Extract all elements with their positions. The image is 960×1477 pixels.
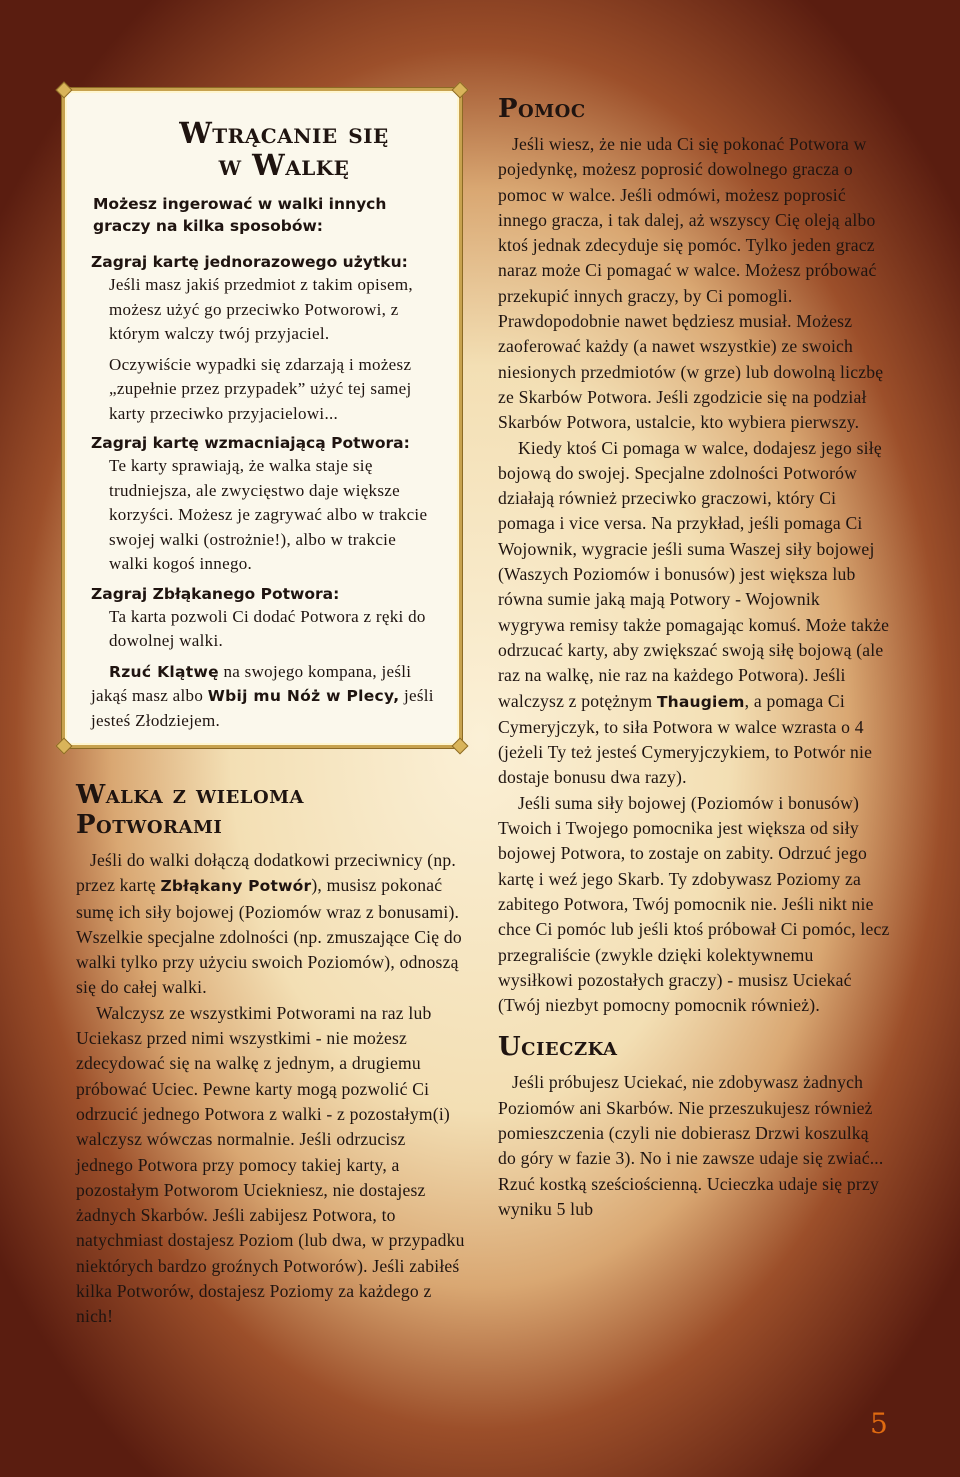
page-number: 5 xyxy=(870,1407,888,1440)
inline-text: Jeśli do walki dołączą dodatkowi przeciwnicy (np. przez kartę xyxy=(76,850,456,896)
paragraph xyxy=(498,436,890,791)
heading-line: Walka z wieloma xyxy=(76,780,305,810)
paragraph xyxy=(76,848,466,1001)
paragraph: Walczysz ze wszystkimi Potworami na raz lub Uciekasz przed nimi wszystkimi - nie możesz zdecydować się na walkę z jednym, a drugiemu próbować Uciec. Pewne karty mogą pozwolić Ci odrzucić jednego Potwora z walki - z pozostałym(i) walczysz wówczas normalnie. Jeśli odrzucisz jednego Potwora przy pomocy takiej karty, a pozostałym Potworom Uciekniesz, nie dostajesz żadnych Skarbów. Jeśli zabijesz Potwora, to natychmiast dostajesz Poziom (lub dwa, w przypadku niektórych bardzo groźnych Potworów). Jeśli zabiłeś kilka Potworów, dostajesz Poziomy za każdego z nich! xyxy=(76,1002,465,1327)
sidebar-title-line2: w Walkę xyxy=(218,148,350,182)
sidebar-paragraph: Te karty sprawiają, że walka staje się trudniejsza, ale zwycięstwo daje większe korzyści. Możesz je zagrywać albo w trakcie swojej walki (ostrożnie!), albo w trakcie walki kogoś innego. xyxy=(109,456,428,573)
monster-name: Thaugiem xyxy=(656,692,745,711)
paragraph: Jeśli suma siły bojowej (Poziomów i bonusów) Twoich i Twojego pomocnika jest większa od siły bojowej Potwora, to zostaje on zabity. Odrzuć jego kartę i weź jego Skarb. Ty zdobywasz Poziomy za zabitego Potwora, Twój pomocnik nie. Jeśli nikt nie chce Ci pomóc lub jeśli ktoś próbował Ci pomóc, lecz przegraliście (zwykle dzięki kolektywnemu wysiłkowi pozostałych graczy) - musisz Uciekać (Twój niezbyt pomocny pomocnik również). xyxy=(498,792,890,1016)
sidebar-paragraph: Oczywiście wypadki się zdarzają i możesz „zupełnie przez przypadek” użyć tej samej karty przeciwko przyjacielowi... xyxy=(109,354,412,423)
corner-ornament xyxy=(452,82,469,99)
sidebar-paragraph-curse xyxy=(91,660,437,734)
inline-text: ), musisz pokonać sumę ich siły bojowej (Poziomów wraz z bonusami). Wszelkie specjalne zdolności (np. zmuszające Cię do walki tylko przy użyciu swoich Poziomów), odnoszą się do całej walki. xyxy=(76,875,462,998)
corner-ornament xyxy=(56,738,73,755)
heading-help: Pomoc xyxy=(498,94,586,124)
inline-text: , a pomaga Ci Cymeryjczyk, to siła Potwora w walce wzrasta o 4 (jeżeli Ty też jesteś Cymeryjczykiem, to Potwór nie dostaje bonusu dwa razy). xyxy=(498,690,873,788)
curse-term: Rzuć Klątwę xyxy=(109,662,219,681)
corner-ornament xyxy=(452,738,469,755)
subheading-wandering-monster: Zagraj Zbłąkanego Potwora: xyxy=(91,584,340,603)
sidebar-intro: Możesz ingerować w walki innych graczy na kilka sposobów: xyxy=(93,195,387,235)
subheading-one-shot: Zagraj kartę jednorazowego użytku: xyxy=(91,253,408,271)
corner-ornament xyxy=(56,82,73,99)
paragraph: Jeśli próbujesz Uciekać, nie zdobywasz żadnych Poziomów ani Skarbów. Nie przeszukujesz również pomieszczenia (czyli nie dobierasz Drzwi koszulką do góry w fazie 3). No i nie zawsze udaje się zwiać... Rzuć kostką sześciościenną. Ucieczka udaje się przy wyniku 5 lub xyxy=(498,1072,884,1219)
sidebar-paragraph: Ta karta pozwoli Ci dodać Potwora z ręki do dowolnej walki. xyxy=(109,606,426,650)
heading-escape: Ucieczka xyxy=(498,1032,618,1063)
subheading-monster-enhancer: Zagraj kartę wzmacniającą Potwora: xyxy=(91,434,410,452)
backstab-term: Wbij mu Nóż w Plecy, xyxy=(207,687,400,705)
sidebar-box xyxy=(62,88,462,748)
inline-text: na swojego kompana, jeśli jakąś masz albo xyxy=(91,661,412,705)
heading-line: Potworami xyxy=(76,810,223,840)
card-name: Zbłąkany Potwór xyxy=(160,877,312,896)
inline-text: jeśli jesteś Złodziejem. xyxy=(91,686,434,730)
heading-multiple-monsters xyxy=(76,780,466,840)
sidebar-title-line1: Wtrącanie się xyxy=(179,116,389,150)
left-column xyxy=(76,780,466,1330)
right-column xyxy=(498,94,890,1222)
sidebar-title xyxy=(131,117,437,181)
sidebar-paragraph: Jeśli masz jakiś przedmiot z takim opisem, możesz użyć go przeciwko Potworowi, z którym walczy twój przyjaciel. xyxy=(109,275,413,343)
paragraph: Jeśli wiesz, że nie uda Ci się pokonać Potwora w pojedynkę, możesz poprosić dowolnego gracza o pomoc w walce. Jeśli odmówi, możesz poprosić innego gracza, i tak dalej, aż wszyscy Cię oleją albo ktoś jednak zdecyduje się pomóc. Tylko jeden gracz naraz może Ci pomagać w walce. Możesz próbować przekupić innych graczy, by Ci pomogli. Prawdopodobnie nawet będziesz musiał. Możesz zaoferować każdy (a nawet wszystkie) ze swoich niesionych przedmiotów (w grze) lub dowolną liczbę ze Skarbów Potwora. Jeśli zgodzicie się na podział Skarbów Potwora, ustalcie, kto wybiera pierwszy. xyxy=(498,134,884,433)
inline-text: Kiedy ktoś Ci pomaga w walce, dodajesz jego siłę bojową do swojej. Specjalne zdolności Potworów działają również przeciwko graczowi, który Ci pomaga i vice versa. Na przykład, jeśli pomaga Ci Wojownik, wygracie jeśli suma Waszej siły bojowej (Waszych Poziomów i bonusów) jest większa lub równa sumie jaką mają Potwory - Wojownik wygrywa remisy także pomagając komuś. Może także odrzucać karty, aby zwiększać swoją siłę bojową (ale raz na walkę, nie raz na każdego Potwora). Jeśli walczysz z potężnym xyxy=(498,437,890,711)
